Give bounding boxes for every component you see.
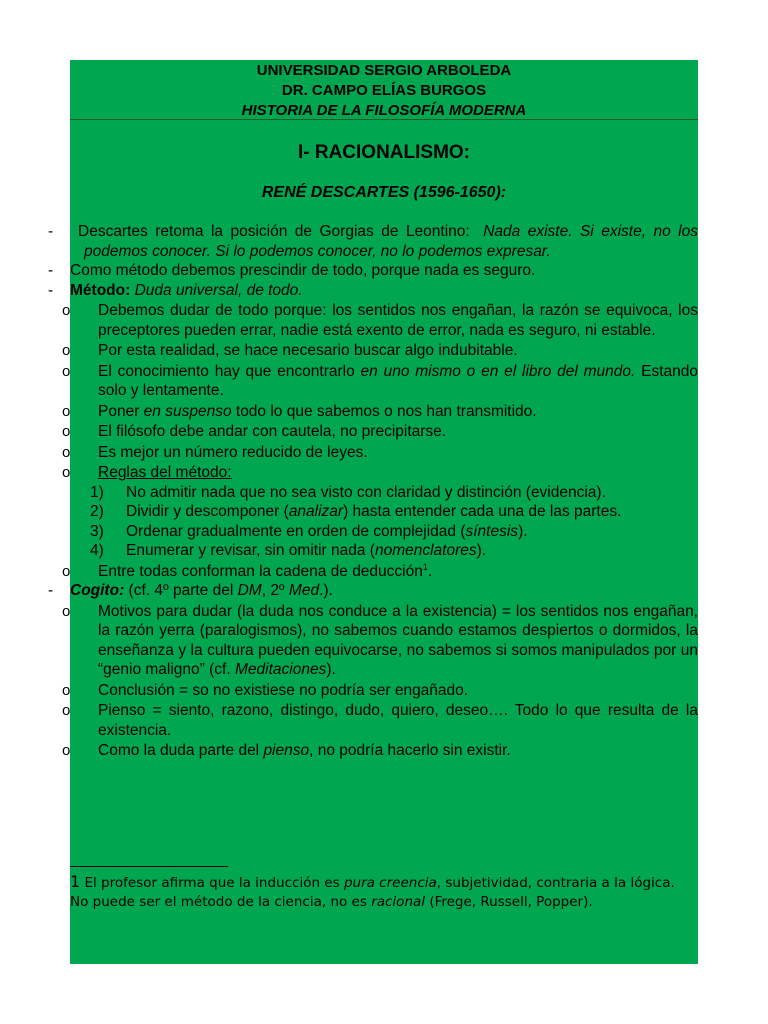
list-item: o El conocimiento hay que encontrarlo en uno mismo o en el libro del mundo. Estando solo y lentamente.	[62, 362, 698, 399]
numbered-item: 3) Ordenar gradualmente en orden de complejidad (síntesis).	[90, 522, 528, 540]
list-item: o Es mejor un número reducido de leyes.	[62, 443, 368, 461]
bullet-marker: o	[62, 443, 71, 461]
reglas-heading	[62, 463, 698, 483]
metodo-heading	[48, 281, 698, 301]
bullet-marker: o	[62, 302, 71, 319]
footnote-divider	[70, 866, 228, 867]
university-name: UNIVERSIDAD SERGIO ARBOLEDA	[256, 62, 512, 79]
dash-marker: -	[48, 262, 54, 279]
bullet-marker: o	[62, 423, 71, 440]
metodo-desc: Duda universal, de todo.	[134, 281, 303, 299]
document-header	[70, 61, 698, 120]
prescindir-paragraph: - Como método debemos prescindir de todo, porque nada es seguro.	[48, 262, 536, 279]
header-divider	[70, 119, 698, 120]
bullet-marker: o	[62, 342, 71, 359]
course-name: HISTORIA DE LA FILOSOFÍA MODERNA	[241, 102, 527, 119]
list-item: o Entre todas conforman la cadena de deducción$^1$.	[62, 561, 433, 580]
list-item: o Motivos para dudar (la duda nos conduce a la existencia) = los sentidos nos engañan, la razón yerra (paralogismos), no sabemos cuando estamos despiertos o dormidos, la enseñanza y la cultura pueden equivocarse, no sabemos si somos manipulados por un “genio maligno” (cf. Meditaciones).	[62, 602, 698, 678]
list-item: o Como la duda parte del pienso, no podría hacerlo sin existir.	[62, 742, 511, 759]
bullet-marker: o	[62, 562, 71, 580]
list-item: o El filósofo debe andar con cautela, no precipitarse.	[62, 423, 447, 440]
bullet-marker: o	[62, 464, 71, 481]
list-item: o Debemos dudar de todo porque: los sentidos nos engañan, la razón se equivoca, los preceptores pueden errar, nadie está exento de error, nada es seguro, ni estable.	[62, 302, 698, 339]
list-item: o Pienso = siento, razono, distingo, dudo, quiero, deseo…. Todo lo que resulta de la existencia.	[62, 702, 698, 739]
document-page	[48, 60, 698, 964]
dash-marker: -	[48, 223, 54, 240]
professor-name: DR. CAMPO ELÍAS BURGOS	[281, 82, 487, 99]
footnote-ref[interactable]: 1	[422, 561, 428, 572]
numbered-item: 1) No admitir nada que no sea visto con claridad y distinción (evidencia).	[90, 483, 606, 501]
list-item: o Conclusión = so no existiese no podría ser engañado.	[62, 681, 469, 699]
bullet-marker: o	[62, 681, 71, 699]
section-title: I- RACIONALISMO:	[297, 142, 471, 163]
bullet-marker: o	[62, 362, 71, 380]
numbered-item: 4) Enumerar y revisar, sin omitir nada (nomenclatores).	[90, 542, 487, 559]
cogito-label: Cogito:	[70, 582, 125, 599]
reglas-label: Reglas del método:	[98, 464, 232, 481]
dash-marker: -	[48, 281, 54, 299]
metodo-label: Método:	[70, 281, 131, 299]
gorgias-quote: Nada existe. Si existe, no los podemos conocer. Si lo podemos conocer, no lo podemos expresar.	[84, 223, 698, 260]
intro-paragraph: - Descartes retoma la posición de Gorgias de Leontino: Nada existe. Si existe, no los podemos conocer. Si lo podemos conocer, no lo podemos expresar.	[48, 223, 698, 260]
numbered-item: 2) Dividir y descomponer (analizar) hasta entender cada una de las partes.	[90, 503, 622, 520]
bullet-marker: o	[62, 702, 71, 719]
footnote: 1 El profesor afirma que la inducción es pura creencia, subjetividad, contraria a la lógica. No puede ser el método de la ciencia, no es racional (Frege, Russell, Popper).	[70, 872, 675, 910]
dash-marker: -	[48, 582, 54, 599]
section-subtitle: RENÉ DESCARTES (1596-1650):	[261, 184, 507, 201]
bullet-marker: o	[62, 602, 71, 620]
bullet-marker: o	[62, 402, 71, 420]
list-item: o Por esta realidad, se hace necesario buscar algo indubitable.	[62, 342, 518, 359]
footnote-number: 1	[70, 872, 81, 891]
list-item: o Poner en suspenso todo lo que sabemos o nos han transmitido.	[62, 402, 537, 420]
cogito-heading: - Cogito: (cf. 4º parte del DM, 2º Med.).	[48, 582, 333, 599]
document-body	[48, 222, 698, 761]
bullet-marker: o	[62, 742, 71, 759]
